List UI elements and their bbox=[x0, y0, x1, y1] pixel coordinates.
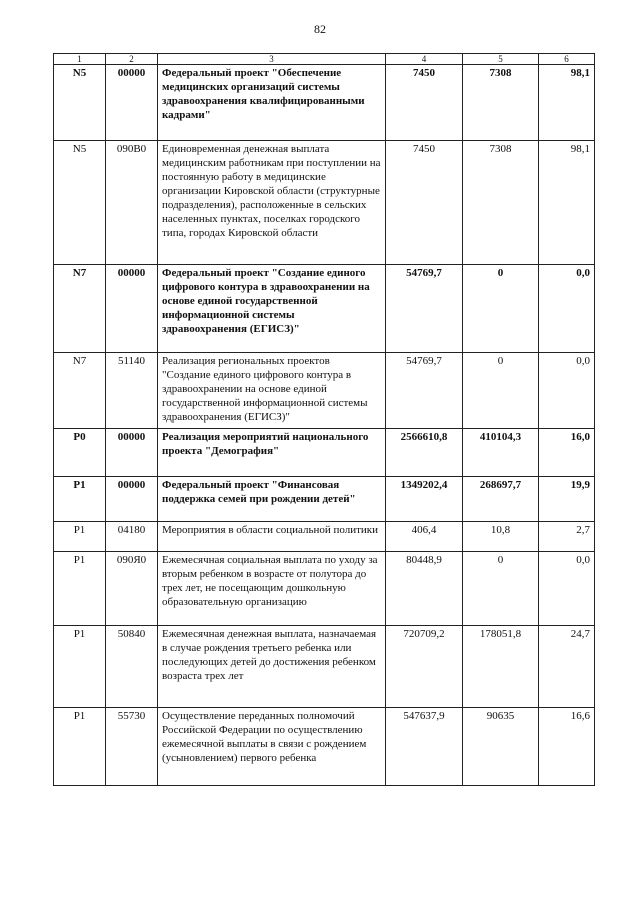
percent-cell: 24,7 bbox=[539, 626, 595, 708]
plan-amount-cell: 720709,2 bbox=[386, 626, 463, 708]
table-row bbox=[54, 429, 595, 477]
plan-amount-cell: 54769,7 bbox=[386, 265, 463, 353]
table-row bbox=[54, 552, 595, 626]
plan-amount-cell: 7450 bbox=[386, 65, 463, 141]
name-cell: Реализация региональных проектов "Создание единого цифрового контура в здравоохранении на основе единой государственной информационной системы здравоохранения (ЕГИСЗ)" bbox=[158, 353, 386, 429]
percent-cell: 98,1 bbox=[539, 141, 595, 265]
column-header: 2 bbox=[106, 54, 158, 65]
budget-table bbox=[53, 53, 595, 786]
section-code-cell: N7 bbox=[54, 265, 106, 353]
section-code-cell: N5 bbox=[54, 65, 106, 141]
actual-amount-cell: 268697,7 bbox=[463, 477, 539, 522]
section-code-cell: P1 bbox=[54, 626, 106, 708]
plan-amount-cell: 80448,9 bbox=[386, 552, 463, 626]
section-code-cell: P1 bbox=[54, 522, 106, 552]
column-header: 3 bbox=[158, 54, 386, 65]
name-cell: Федеральный проект "Финансовая поддержка семей при рождении детей" bbox=[158, 477, 386, 522]
subsection-code-cell: 090В0 bbox=[106, 141, 158, 265]
table-row bbox=[54, 522, 595, 552]
actual-amount-cell: 410104,3 bbox=[463, 429, 539, 477]
subsection-code-cell: 55730 bbox=[106, 708, 158, 786]
actual-amount-cell: 178051,8 bbox=[463, 626, 539, 708]
name-cell: Осуществление переданных полномочий Российской Федерации по осуществлению ежемесячной выплаты в связи с рождением (усыновлением) первого ребенка bbox=[158, 708, 386, 786]
table-row bbox=[54, 626, 595, 708]
actual-amount-cell: 7308 bbox=[463, 141, 539, 265]
actual-amount-cell: 0 bbox=[463, 353, 539, 429]
subsection-code-cell: 00000 bbox=[106, 429, 158, 477]
plan-amount-cell: 547637,9 bbox=[386, 708, 463, 786]
section-code-cell: P0 bbox=[54, 429, 106, 477]
table-row bbox=[54, 265, 595, 353]
name-cell: Реализация мероприятий национального проекта "Демография" bbox=[158, 429, 386, 477]
column-header: 6 bbox=[539, 54, 595, 65]
name-cell: Федеральный проект "Обеспечение медицинских организаций системы здравоохранения квалифицированными кадрами" bbox=[158, 65, 386, 141]
plan-amount-cell: 7450 bbox=[386, 141, 463, 265]
plan-amount-cell: 406,4 bbox=[386, 522, 463, 552]
table-row bbox=[54, 708, 595, 786]
percent-cell: 16,6 bbox=[539, 708, 595, 786]
name-cell: Ежемесячная денежная выплата, назначаемая в случае рождения третьего ребенка или последующих детей до достижения ребенком возраста трех лет bbox=[158, 626, 386, 708]
subsection-code-cell: 50840 bbox=[106, 626, 158, 708]
table-row bbox=[54, 477, 595, 522]
subsection-code-cell: 51140 bbox=[106, 353, 158, 429]
percent-cell: 0,0 bbox=[539, 265, 595, 353]
column-header: 5 bbox=[463, 54, 539, 65]
name-cell: Федеральный проект "Создание единого цифрового контура в здравоохранении на основе единой государственной информационной системы здравоохранения (ЕГИСЗ)" bbox=[158, 265, 386, 353]
plan-amount-cell: 54769,7 bbox=[386, 353, 463, 429]
section-code-cell: P1 bbox=[54, 552, 106, 626]
section-code-cell: N7 bbox=[54, 353, 106, 429]
name-cell: Ежемесячная социальная выплата по уходу за вторым ребенком в возрасте от полутора до трех лет, не посещающим дошкольную образовательную организацию bbox=[158, 552, 386, 626]
percent-cell: 2,7 bbox=[539, 522, 595, 552]
plan-amount-cell: 2566610,8 bbox=[386, 429, 463, 477]
subsection-code-cell: 04180 bbox=[106, 522, 158, 552]
actual-amount-cell: 0 bbox=[463, 552, 539, 626]
percent-cell: 98,1 bbox=[539, 65, 595, 141]
percent-cell: 0,0 bbox=[539, 552, 595, 626]
subsection-code-cell: 00000 bbox=[106, 65, 158, 141]
table-row bbox=[54, 65, 595, 141]
column-header: 4 bbox=[386, 54, 463, 65]
actual-amount-cell: 0 bbox=[463, 265, 539, 353]
subsection-code-cell: 00000 bbox=[106, 477, 158, 522]
subsection-code-cell: 090Я0 bbox=[106, 552, 158, 626]
column-number-row bbox=[54, 54, 595, 65]
table-row bbox=[54, 141, 595, 265]
section-code-cell: N5 bbox=[54, 141, 106, 265]
name-cell: Единовременная денежная выплата медицинским работникам при поступлении на постоянную работу в медицинские организации Кировской области (структурные подразделения), расположенные в сельских населенных пунктах, поселках городского типа, городах Кировской области bbox=[158, 141, 386, 265]
plan-amount-cell: 1349202,4 bbox=[386, 477, 463, 522]
actual-amount-cell: 10,8 bbox=[463, 522, 539, 552]
section-code-cell: P1 bbox=[54, 708, 106, 786]
actual-amount-cell: 7308 bbox=[463, 65, 539, 141]
page-number: 82 bbox=[314, 22, 326, 36]
percent-cell: 19,9 bbox=[539, 477, 595, 522]
subsection-code-cell: 00000 bbox=[106, 265, 158, 353]
percent-cell: 0,0 bbox=[539, 353, 595, 429]
column-header: 1 bbox=[54, 54, 106, 65]
table-row bbox=[54, 353, 595, 429]
percent-cell: 16,0 bbox=[539, 429, 595, 477]
name-cell: Мероприятия в области социальной политики bbox=[158, 522, 386, 552]
section-code-cell: P1 bbox=[54, 477, 106, 522]
actual-amount-cell: 90635 bbox=[463, 708, 539, 786]
